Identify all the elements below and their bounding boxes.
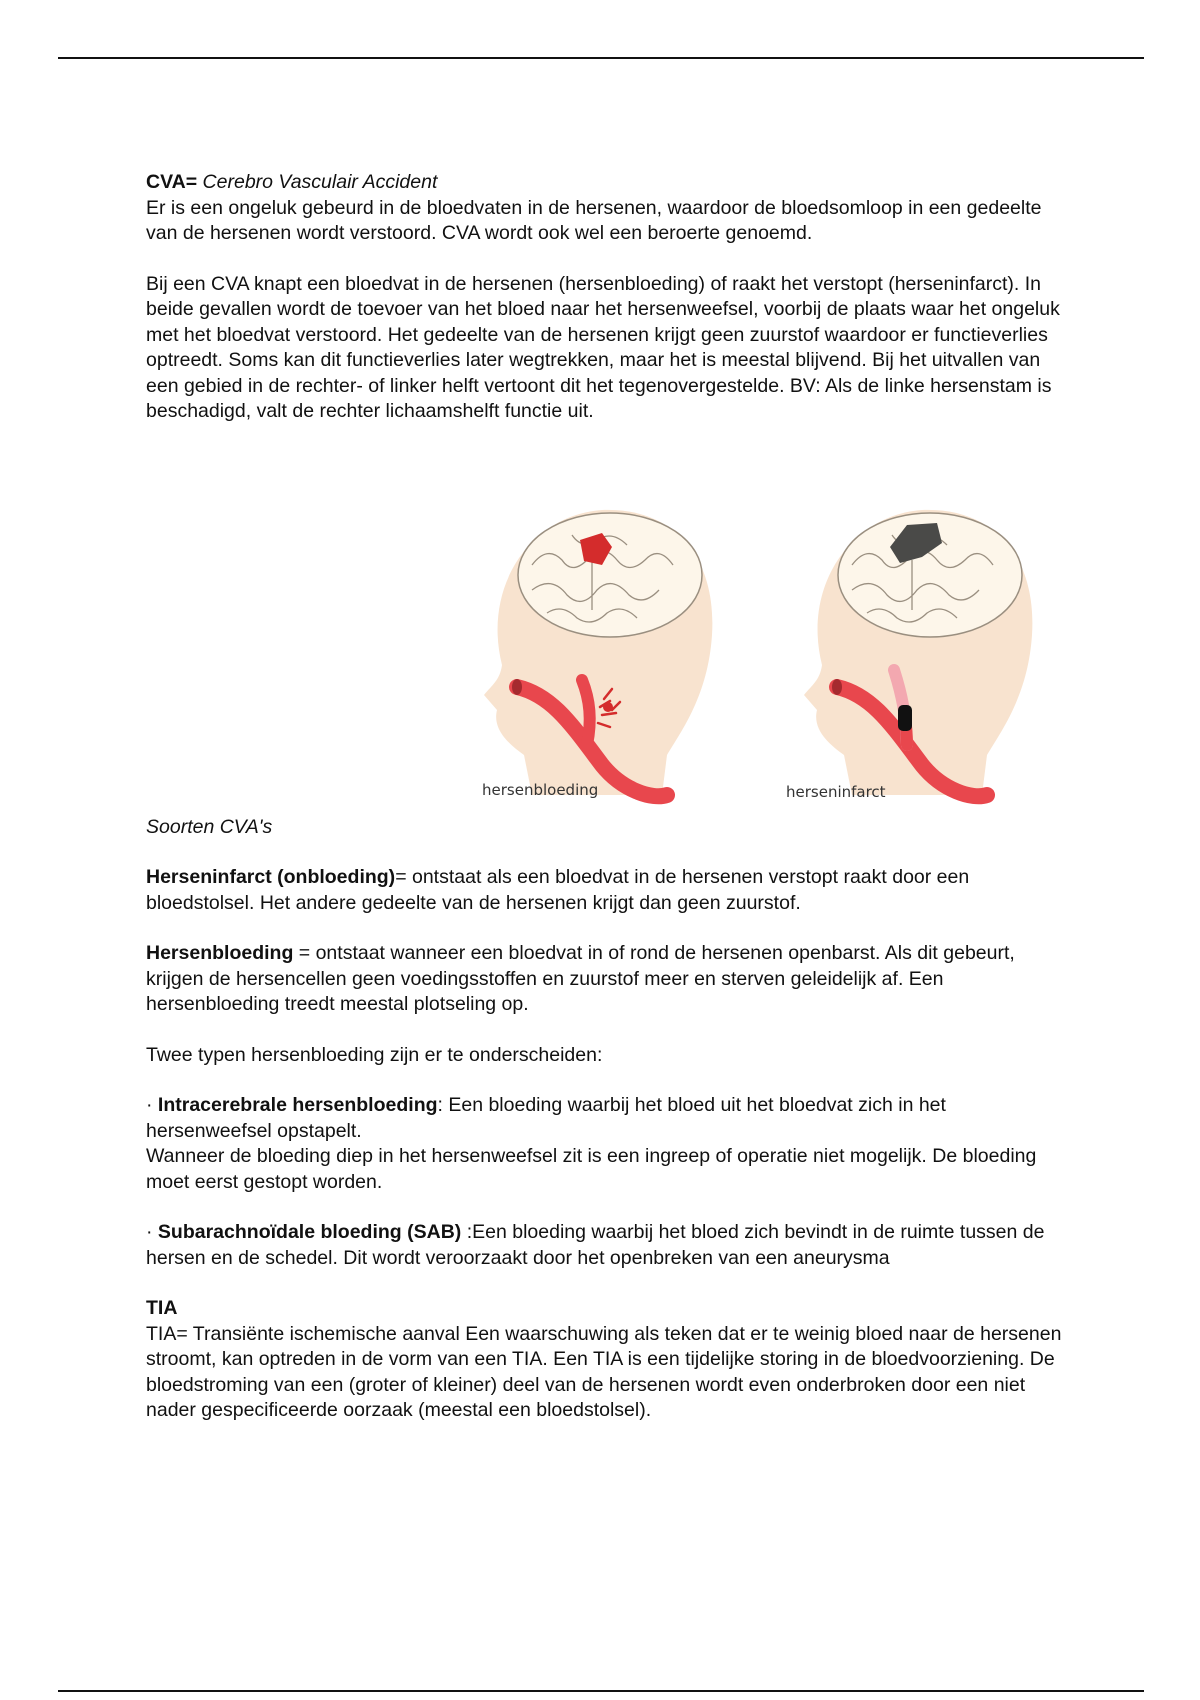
bullet: ·	[146, 1094, 158, 1116]
intracerebral-note: Wanneer de bloeding diep in het hersenweefsel zit is een ingreep of operatie niet mogelijk. De bloeding moet eerst gestopt worden.	[146, 1145, 1037, 1193]
hemorrhage-head-image	[462, 495, 722, 815]
bullet: ·	[146, 1221, 158, 1243]
types-heading: Soorten CVA's	[146, 815, 273, 838]
tia-heading-text: TIA	[146, 1297, 178, 1319]
cva-expansion: Cerebro Vasculair Accident	[202, 171, 438, 193]
tia-definition: TIA= Transiënte ischemische aanval Een waarschuwing als teken dat er te weinig bloed naar de hersenen stroomt, kan optreden in de vorm van een TIA. Een TIA is een tijdelijke storing in de bloedvoorziening. De bloedstroming van een (groter of kleiner) deel van de hersenen wordt even onderbroken door een niet nader gespecificeerde oorzaak (meestal een bloedstolsel).	[146, 1322, 1062, 1421]
cva-term: CVA=	[146, 171, 198, 193]
sab-term: Subarachnoïdale bloeding (SAB)	[157, 1221, 462, 1243]
hemorrhage-illustration	[462, 495, 722, 815]
hemorrhage-caption: hersenbloeding	[482, 780, 599, 799]
tia-heading	[146, 1296, 1066, 1322]
footer-rule	[58, 1690, 1144, 1692]
cva-explanation: Bij een CVA knapt een bloedvat in de hersenen (hersenbloeding) of raakt het verstopt (herseninfarct). In beide gevallen wordt de toevoer van het bloed naar het hersenweefsel, voorbij de plaats waar het ongeluk met het bloedvat verstoord. Het gedeelte van de hersenen krijgt geen zuurstof waardoor er functieverlies optreedt. Soms kan dit functieverlies later wegtrekken, maar het is meestal blijvend. Bij het uitvallen van een gebied in de rechter- of linker helft vertoont dit het tegenovergestelde. BV: Als de linke hersenstam is beschadigd, valt de rechter lichaamshelft functie uit.	[146, 272, 1060, 422]
two-types-intro: Twee typen hersenbloeding zijn er te onderscheiden:	[146, 1043, 603, 1066]
intracerebral-text: : Een bloeding waarbij het bloed uit het bloedvat zich in het hersenweefsel opstapelt.	[146, 1094, 946, 1142]
cva-definition-heading	[146, 170, 1066, 196]
document-body	[146, 170, 1066, 1424]
sab-item	[146, 1220, 1066, 1271]
infarct-head-image	[782, 495, 1042, 815]
intracerebral-item	[146, 1093, 1066, 1144]
header-rule	[58, 57, 1144, 59]
sab-text: :Een bloeding waarbij het bloed zich bevindt in de ruimte tussen de hersen en de schedel. Dit wordt veroorzaakt door het openbreken van een aneurysma	[146, 1221, 1045, 1269]
intracerebral-term: Intracerebrale hersenbloeding	[157, 1094, 438, 1116]
infarct-caption: herseninfarct	[786, 782, 886, 801]
cva-definition: Er is een ongeluk gebeurd in de bloedvaten in de hersenen, waardoor de bloedsomloop in een gedeelte van de hersenen wordt verstoord. CVA wordt ook wel een beroerte genoemd.	[146, 196, 1042, 244]
cva-illustration	[462, 495, 1042, 815]
infarct-definition	[146, 865, 1066, 916]
bleed-text: = ontstaat wanneer een bloedvat in of rond de hersenen openbarst. Als dit gebeurt, krijgen de hersencellen geen voedingsstoffen en zuurstof meer en sterven geleidelijk af. Een hersenbloeding treedt meestal plotseling op.	[146, 942, 1015, 1015]
infarct-term: Herseninfarct (onbloeding)	[146, 866, 396, 888]
infarct-illustration	[782, 495, 1042, 815]
infarct-text: = ontstaat als een bloedvat in de hersenen verstopt raakt door een bloedstolsel. Het andere gedeelte van de hersenen krijgt dan geen zuurstof.	[146, 866, 970, 914]
bleed-definition	[146, 941, 1066, 1018]
bleed-term: Hersenbloeding	[146, 942, 294, 964]
